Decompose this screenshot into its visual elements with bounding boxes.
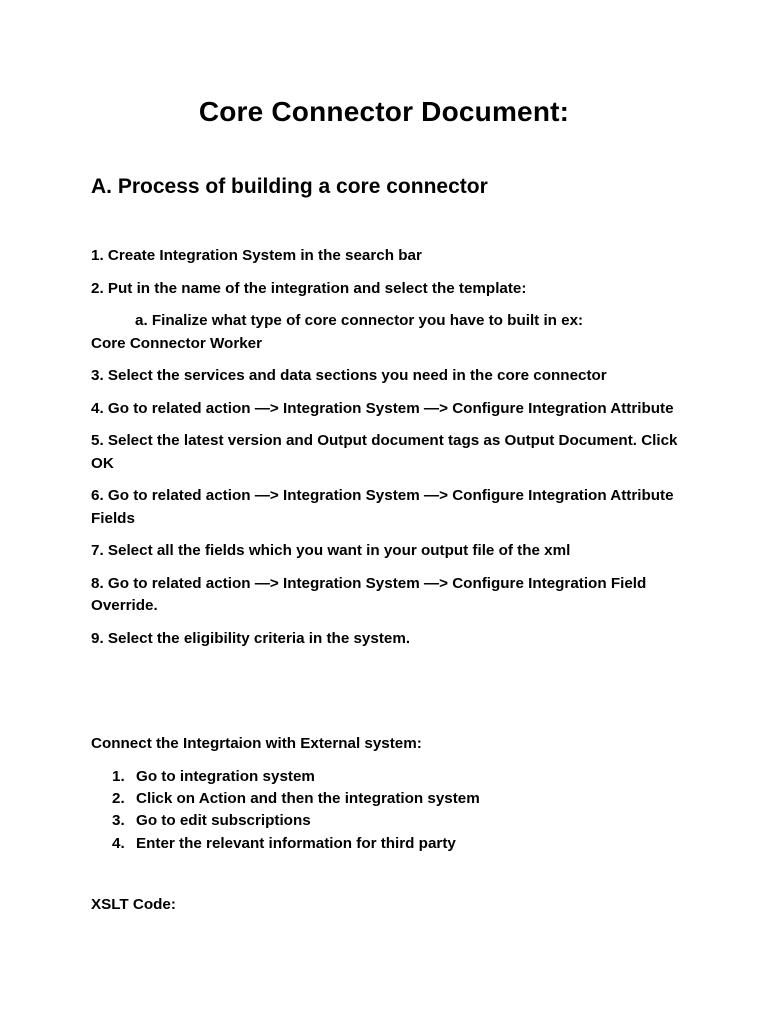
step-2a-continuation: Core Connector Worker	[91, 334, 263, 352]
list-item	[91, 810, 691, 832]
list-item-text: Enter the relevant information for third party	[136, 834, 456, 852]
list-item-number: 2.	[112, 790, 125, 808]
step-9: 9. Select the eligibility criteria in the system.	[91, 629, 411, 647]
list-item-number: 1.	[112, 768, 125, 785]
connect-heading: Connect the Integrtaion with External system:	[91, 735, 422, 752]
step-1: 1. Create Integration System in the search bar	[91, 247, 422, 264]
step-7: 7. Select all the fields which you want in your output file of the xml	[91, 542, 571, 559]
list-item	[91, 833, 691, 855]
section-heading: A. Process of building a core connector	[91, 175, 488, 198]
list-item-number: 4.	[112, 834, 125, 852]
step-2a-first-line: a. Finalize what type of core connector you have to built in ex:	[135, 312, 584, 329]
list-item-text: Go to integration system	[136, 768, 315, 785]
list-item-text: Go to edit subscriptions	[136, 812, 311, 830]
step-2: 2. Put in the name of the integration and select the template:	[91, 279, 527, 297]
step-6: 6. Go to related action —> Integration System —> Configure Integration Attribute Fields	[91, 487, 674, 527]
xslt-heading: XSLT Code:	[91, 896, 176, 913]
step-3: 3. Select the services and data sections you need in the core connector	[91, 367, 607, 384]
list-item	[91, 788, 691, 810]
connect-list	[91, 766, 691, 855]
step-2a	[91, 310, 691, 355]
document-title: Core Connector Document:	[198, 96, 570, 127]
step-4: 4. Go to related action —> Integration System —> Configure Integration Attribute	[91, 399, 674, 417]
list-item-text: Click on Action and then the integration system	[136, 790, 480, 808]
list-item-number: 3.	[112, 812, 125, 830]
list-item	[91, 766, 691, 788]
step-8: 8. Go to related action —> Integration System —> Configure Integration Field Override.	[91, 574, 647, 614]
step-5: 5. Select the latest version and Output document tags as Output Document. Click OK	[91, 432, 678, 472]
process-steps	[91, 245, 691, 660]
